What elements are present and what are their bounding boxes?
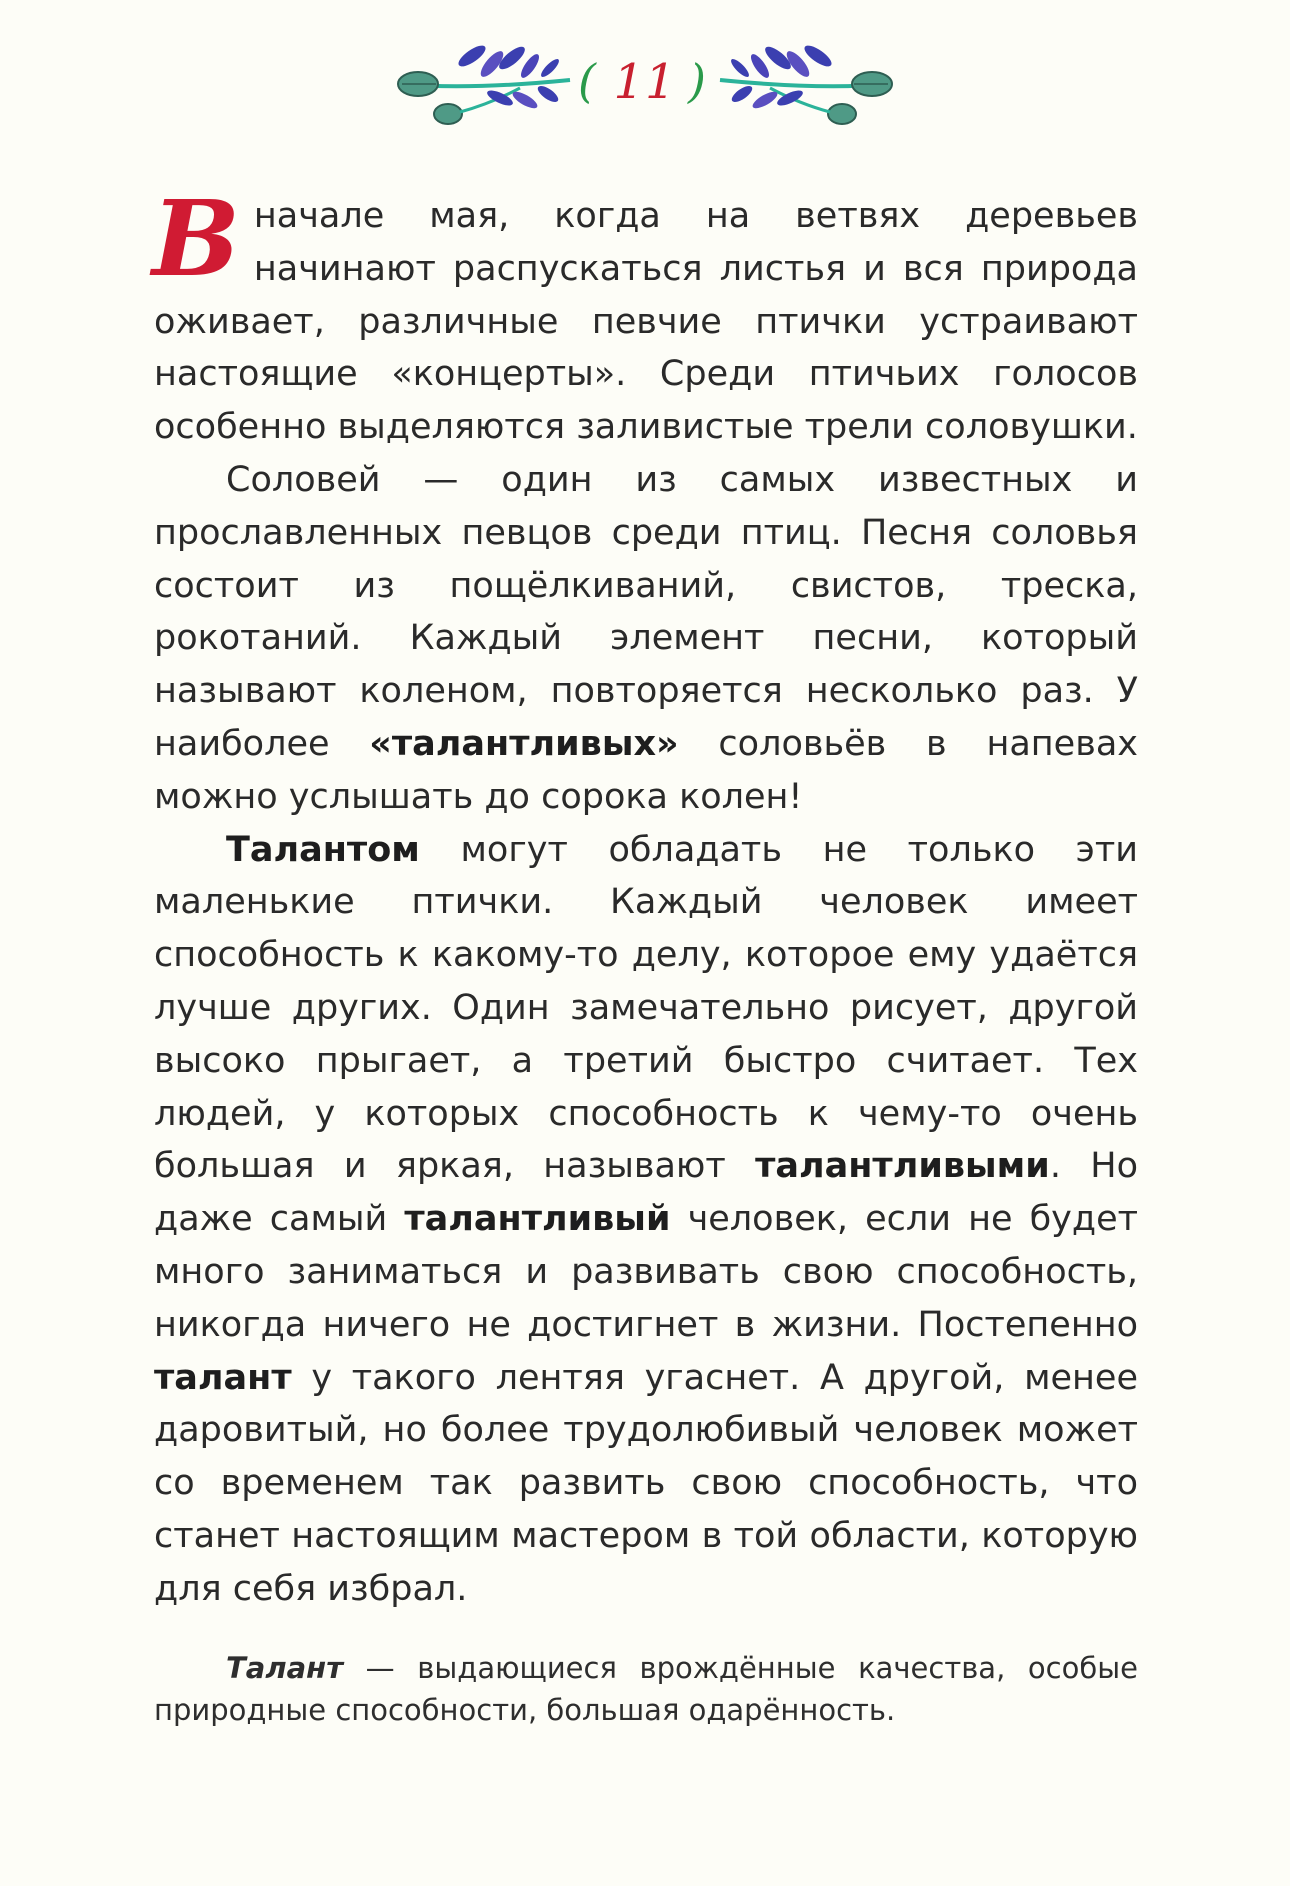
paragraph-3-text-c: человек, если не будет много заниматься и развивать свою способность, никогда ничего не достигнет в жизни. Постепенно [154, 1199, 1139, 1345]
paragraph-3-text-d: у такого лентяя угаснет. А другой, менее даровитый, но более трудолюбивый человек может со временем так развить свою способность, что станет настоящим мастером в той области, которую для себя избрал. [154, 1357, 1138, 1609]
definition-term: Талант [226, 1651, 344, 1685]
paragraph-2-text: Соловей — один из самых известных и прославленных певцов среди птиц. Песня соловья состоит из пощёлкиваний, свистов, треска, рокотаний. Каждый элемент песни, который называют коленом, повторяется несколько раз. У наиболее [154, 459, 1138, 764]
bold-term: Талантом [226, 829, 420, 870]
article-body [152, 177, 1139, 1616]
bold-term: талант [154, 1357, 292, 1398]
definition-text: — выдающиеся врождённые качества, особые природные способности, большая одарённость. [154, 1651, 1138, 1727]
paragraph-1-text: начале мая, когда на ветвях деревьев начинают распускаться листья и вся природа оживает, различные певчие птички устраивают настоящие «концерты». Среди птичьих голосов особенно выделяются заливистые трели соловушки. [154, 196, 1138, 448]
paragraph-3 [154, 824, 1138, 1616]
drop-cap: В [152, 177, 240, 300]
bold-term: талантливыми [755, 1146, 1050, 1187]
paragraph-1 [152, 177, 1138, 454]
paragraph-3-text-a: могут обладать не только эти маленькие птички. Каждый человек имеет способность к какому-то делу, которое ему удаётся лучше других. Один замечательно рисует, другой высоко прыгает, а третий быстро считает. Тех людей, у которых способность к чему-то очень большая и яркая, называют [154, 829, 1138, 1187]
definition-note [154, 1647, 1138, 1731]
page-number: 11 [613, 54, 677, 110]
paragraph-2 [154, 454, 1138, 824]
bold-term: талантливый [404, 1199, 671, 1240]
page-number-paren-left: ( [578, 54, 596, 108]
page-number-paren-right: ) [688, 54, 706, 108]
paragraph-2-end: соловьёв в напевах можно услышать до сорока колен! [154, 723, 1138, 817]
bold-term: «талантливых» [369, 723, 679, 764]
paragraph-3-text-b: . Но даже самый [154, 1146, 1138, 1240]
page-header [380, 28, 910, 138]
